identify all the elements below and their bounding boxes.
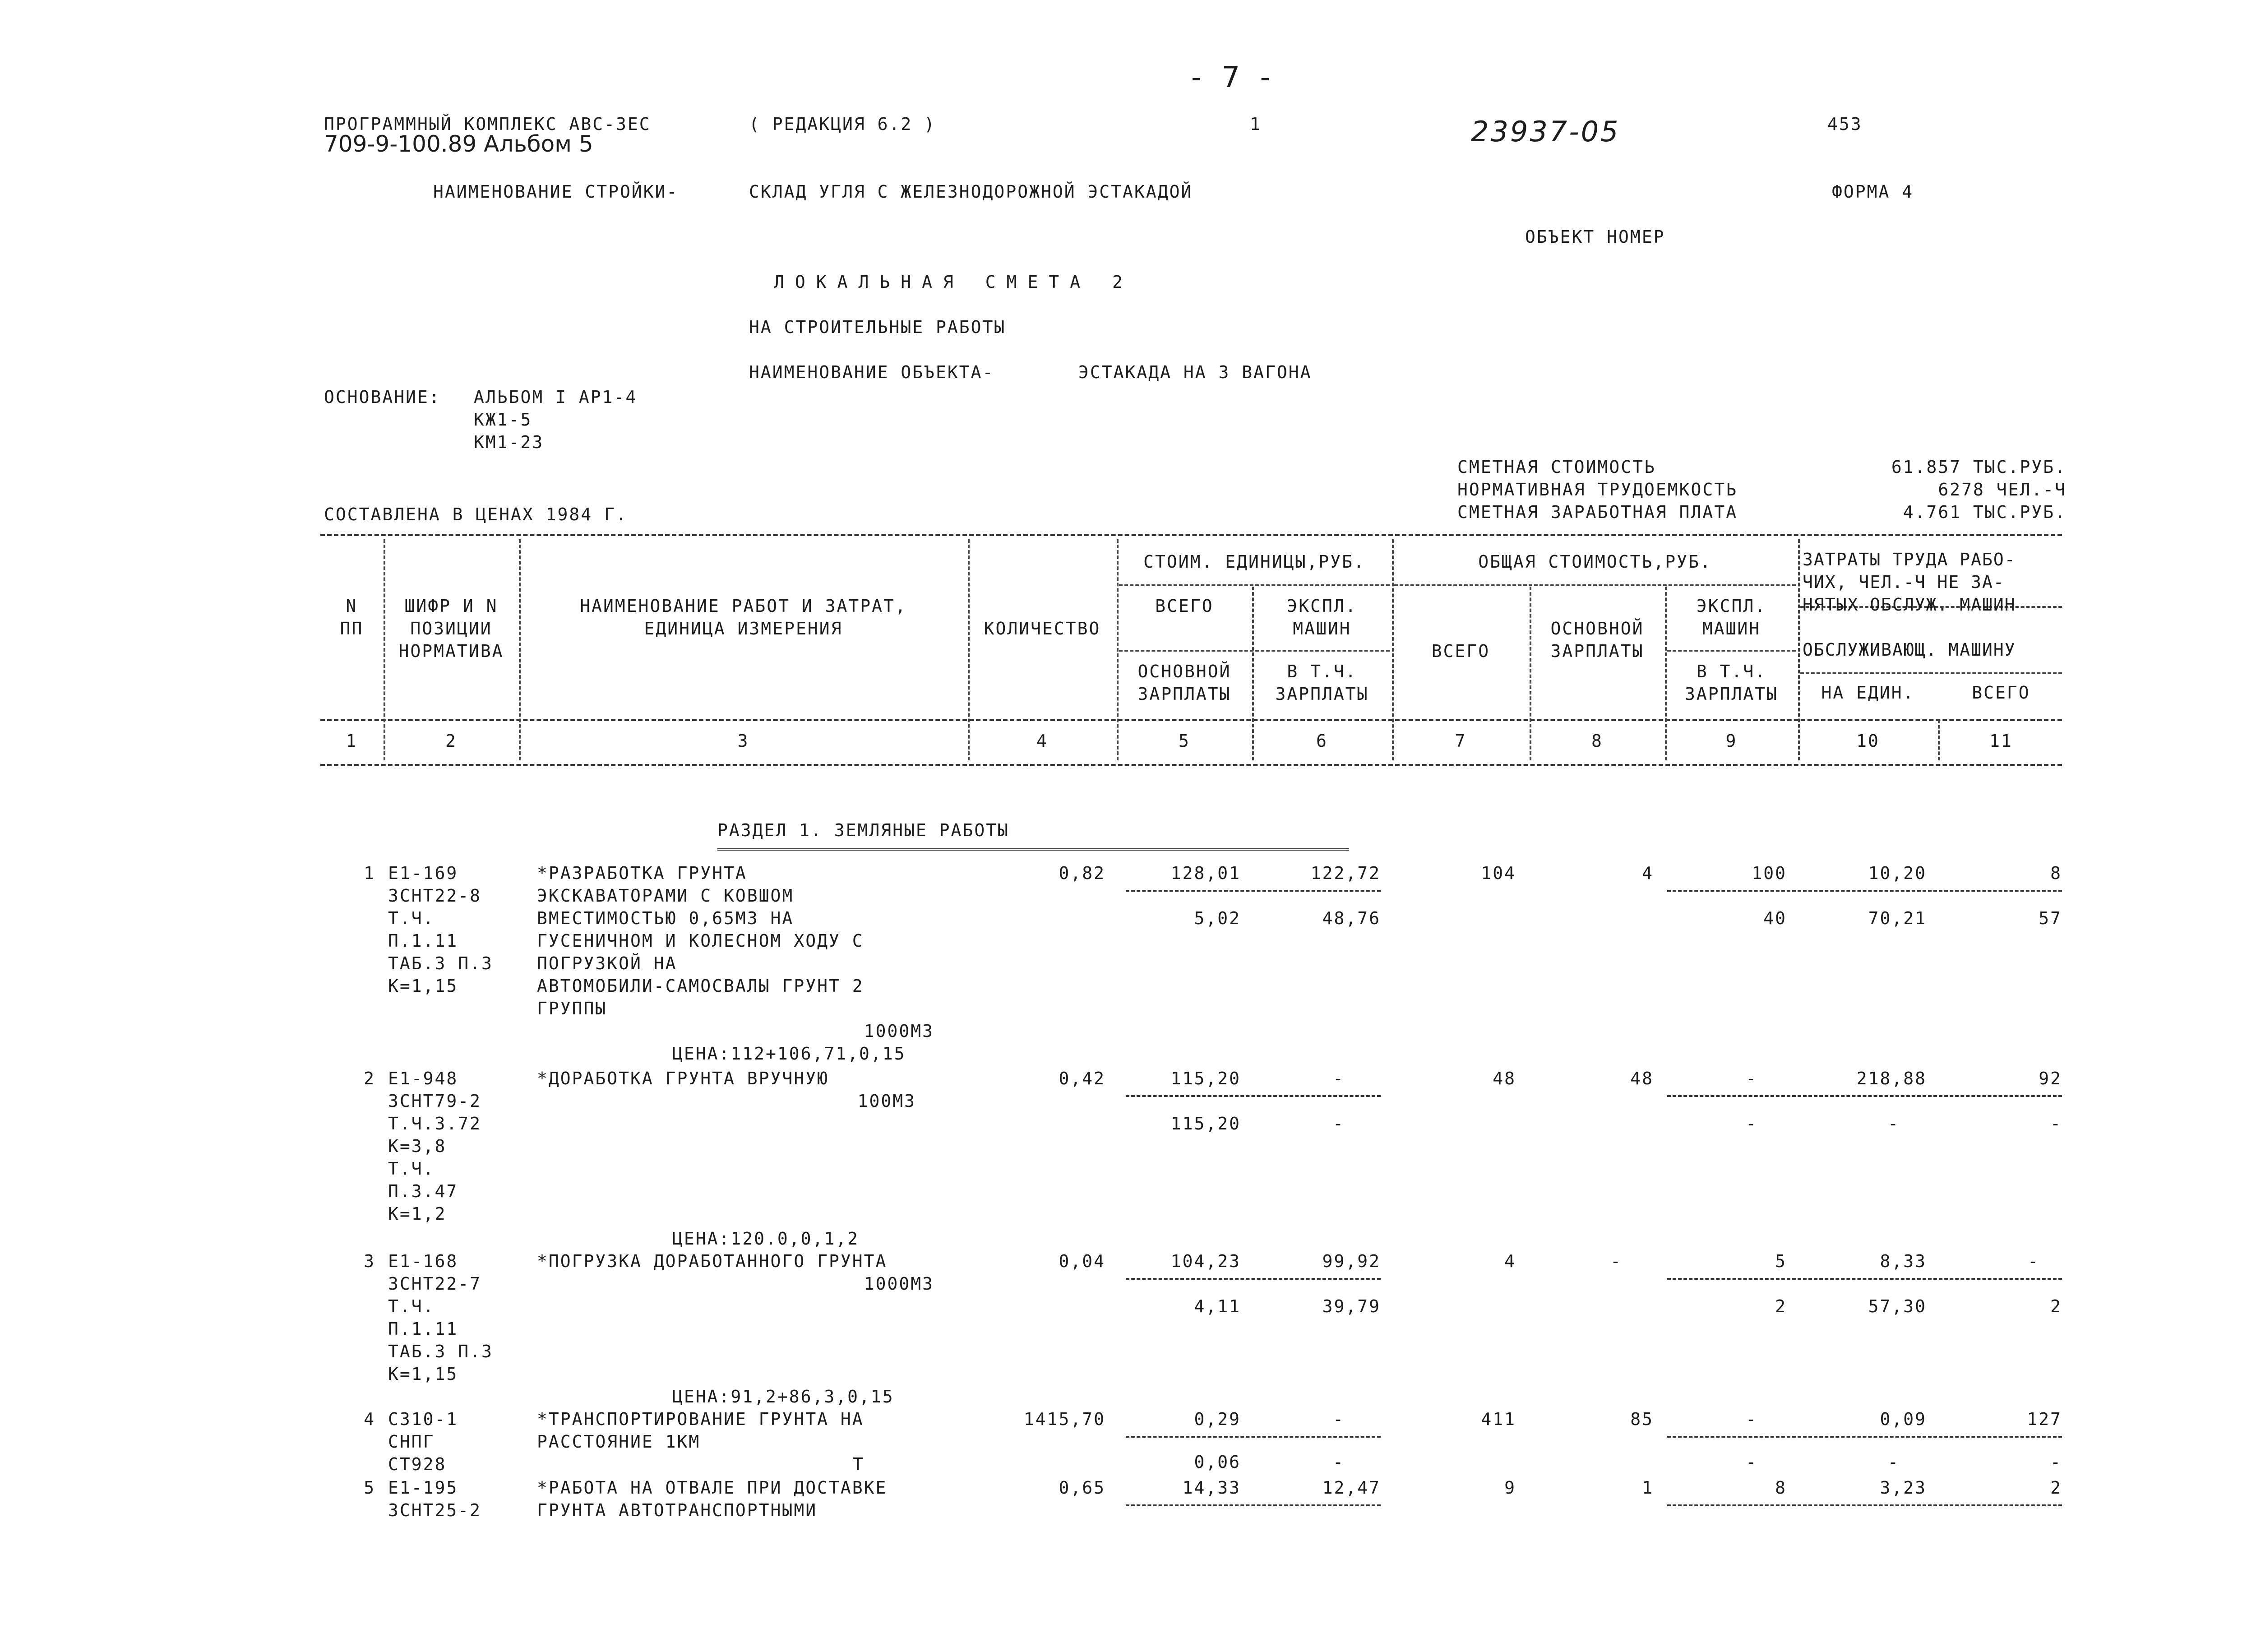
row-divider bbox=[1667, 1095, 2062, 1097]
summary-value-1: 61.857 ТЫС.РУБ. bbox=[1891, 457, 2066, 477]
row-price: ЦЕНА:120.0,0,1,2 bbox=[672, 1229, 860, 1249]
row-unit: 100М3 bbox=[857, 1091, 916, 1111]
row-unit-total: 0,29 bbox=[1194, 1409, 1241, 1429]
col-sep bbox=[968, 539, 970, 760]
row-unit-machines: 122,72 bbox=[1310, 863, 1381, 883]
basis-line-2: КЖ1-5 bbox=[474, 410, 532, 430]
row-labor-unit-machine: - bbox=[1888, 1114, 1900, 1134]
row-code: П.3.47 bbox=[388, 1181, 458, 1201]
subheader-rule bbox=[1667, 650, 1796, 652]
row-labor-unit: 8,33 bbox=[1880, 1251, 1927, 1271]
col-number: 6 bbox=[1316, 731, 1328, 751]
col-sep bbox=[1117, 539, 1119, 760]
header-bottom-rule bbox=[320, 719, 2062, 721]
col-header-2: ШИФР И N ПОЗИЦИИ НОРМАТИВА bbox=[398, 596, 504, 661]
subheader-rule bbox=[1119, 584, 1390, 586]
row-unit-machine-wage: - bbox=[1333, 1114, 1345, 1134]
row-code: К=1,15 bbox=[388, 1364, 458, 1384]
unit-cost-header: СТОИМ. ЕДИНИЦЫ,РУБ. bbox=[1143, 552, 1365, 572]
row-price: ЦЕНА:91,2+86,3,0,15 bbox=[672, 1387, 894, 1407]
row-labor-total-machine: - bbox=[2050, 1114, 2062, 1134]
col-number: 1 bbox=[346, 731, 358, 751]
row-unit-machines: - bbox=[1333, 1069, 1345, 1088]
summary-label-1: СМЕТНАЯ СТОИМОСТЬ bbox=[1457, 457, 1656, 477]
col-header-6a: ЭКСПЛ. МАШИН bbox=[1287, 596, 1357, 639]
row-code: СТ928 bbox=[388, 1454, 447, 1474]
summary-label-2: НОРМАТИВНАЯ ТРУДОЕМКОСТЬ bbox=[1457, 480, 1738, 500]
handwritten-code: 23937-05 bbox=[1471, 115, 1620, 148]
row-total-machines: - bbox=[1746, 1069, 1757, 1088]
row-total-wage: - bbox=[1610, 1251, 1622, 1271]
row-labor-total: 127 bbox=[2027, 1409, 2062, 1429]
sheet-number: 1 bbox=[1250, 114, 1262, 134]
col-sep bbox=[384, 539, 385, 760]
row-work-name: *РАБОТА НА ОТВАЛЕ ПРИ ДОСТАВКЕ bbox=[537, 1478, 888, 1498]
estimate-subtitle: НА СТРОИТЕЛЬНЫЕ РАБОТЫ bbox=[749, 317, 1006, 337]
col-number: 7 bbox=[1455, 731, 1467, 751]
row-labor-unit: 0,09 bbox=[1880, 1409, 1927, 1429]
row-work-name: ПОГРУЗКОЙ НА bbox=[537, 953, 677, 973]
row-number: 2 bbox=[364, 1069, 375, 1088]
row-code: ТАБ.3 П.3 bbox=[388, 1342, 493, 1361]
row-unit: Т bbox=[853, 1454, 864, 1474]
col-header-7: ВСЕГО bbox=[1431, 641, 1490, 661]
row-code: П.1.11 bbox=[388, 1319, 458, 1339]
col-sep bbox=[1252, 587, 1254, 760]
col-header-6b: В Т.Ч. ЗАРПЛАТЫ bbox=[1275, 662, 1369, 704]
page-number: - 7 - bbox=[1191, 61, 1276, 94]
basis-label: ОСНОВАНИЕ: bbox=[324, 387, 441, 407]
row-code: ТАБ.3 П.3 bbox=[388, 953, 493, 973]
row-labor-total-machine: 2 bbox=[2050, 1296, 2062, 1316]
row-divider bbox=[1126, 1436, 1381, 1438]
edition: ( РЕДАКЦИЯ 6.2 ) bbox=[749, 114, 936, 134]
col-sep bbox=[519, 539, 521, 760]
col-sep bbox=[1392, 539, 1394, 760]
row-total-wage: 48 bbox=[1630, 1069, 1654, 1088]
col-header-4: КОЛИЧЕСТВО bbox=[984, 619, 1101, 639]
row-unit-machines: 99,92 bbox=[1322, 1251, 1381, 1271]
row-unit-wage: 4,11 bbox=[1194, 1296, 1241, 1316]
row-divider bbox=[1667, 1278, 2062, 1280]
software-name: ПРОГРАММНЫЙ КОМПЛЕКС АВС-3ЕС bbox=[324, 114, 651, 134]
labor-header-2: ОБСЛУЖИВАЮЩ. МАШИНУ bbox=[1803, 640, 2016, 660]
row-unit-wage: 115,20 bbox=[1170, 1114, 1241, 1134]
row-labor-total: 2 bbox=[2050, 1478, 2062, 1498]
row-total: 411 bbox=[1481, 1409, 1516, 1429]
col-number: 11 bbox=[1989, 731, 2013, 751]
col-header-1: N ПП bbox=[340, 596, 364, 639]
page-code: 453 bbox=[1827, 114, 1863, 134]
row-quantity: 0,82 bbox=[1059, 863, 1105, 883]
row-total-wage: 85 bbox=[1630, 1409, 1654, 1429]
col-header-9b: В Т.Ч. ЗАРПЛАТЫ bbox=[1684, 662, 1779, 704]
row-number: 1 bbox=[364, 863, 375, 883]
row-unit-machine-wage: - bbox=[1333, 1452, 1345, 1472]
col-header-3: НАИМЕНОВАНИЕ РАБОТ И ЗАТРАТ, ЕДИНИЦА ИЗМЕРЕНИЯ bbox=[580, 596, 907, 639]
col-number: 8 bbox=[1591, 731, 1603, 751]
row-work-name: ГРУНТА АВТОТРАНСПОРТНЫМИ bbox=[537, 1500, 818, 1520]
row-work-name: ВМЕСТИМОСТЬЮ 0,65М3 НА bbox=[537, 908, 794, 928]
row-labor-total: 92 bbox=[2039, 1069, 2062, 1088]
object-label: НАИМЕНОВАНИЕ ОБЪЕКТА- bbox=[749, 362, 994, 382]
construction-label: НАИМЕНОВАНИЕ СТРОЙКИ- bbox=[433, 182, 679, 202]
row-code: Е1-168 bbox=[388, 1251, 458, 1271]
row-code: Т.Ч. bbox=[388, 1296, 435, 1316]
col-number: 10 bbox=[1856, 731, 1880, 751]
row-unit-total: 14,33 bbox=[1182, 1478, 1241, 1498]
subheader-rule bbox=[1119, 650, 1390, 652]
row-total-machines: 8 bbox=[1775, 1478, 1787, 1498]
subheader-rule bbox=[1800, 672, 2062, 674]
col-header-5a: ВСЕГО bbox=[1155, 596, 1214, 616]
col-header-5b: ОСНОВНОЙ ЗАРПЛАТЫ bbox=[1137, 662, 1231, 704]
col-header-9a: ЭКСПЛ. МАШИН bbox=[1696, 596, 1767, 639]
object-number: ОБЪЕКТ НОМЕР bbox=[1525, 227, 1665, 247]
row-unit-machines: - bbox=[1333, 1409, 1345, 1429]
col-number: 3 bbox=[737, 731, 749, 751]
row-code: П.1.11 bbox=[388, 931, 458, 951]
row-divider bbox=[1667, 890, 2062, 892]
row-total: 4 bbox=[1504, 1251, 1516, 1271]
summary-value-3: 4.761 ТЫС.РУБ. bbox=[1903, 502, 2066, 522]
row-divider bbox=[1126, 1095, 1381, 1097]
row-total-machine-wage: 40 bbox=[1763, 908, 1787, 928]
row-code: К=1,15 bbox=[388, 976, 458, 996]
subheader-rule bbox=[1394, 584, 1796, 586]
col-number: 5 bbox=[1179, 731, 1190, 751]
row-quantity: 0,42 bbox=[1059, 1069, 1105, 1088]
row-total-machine-wage: - bbox=[1746, 1114, 1757, 1134]
col-sep bbox=[1665, 587, 1667, 760]
row-code: Е1-169 bbox=[388, 863, 458, 883]
prices-note: СОСТАВЛЕНА В ЦЕНАХ 1984 Г. bbox=[324, 504, 628, 524]
basis-line-1: АЛЬБОМ I АР1-4 bbox=[474, 387, 638, 407]
row-labor-unit: 10,20 bbox=[1868, 863, 1927, 883]
row-total: 48 bbox=[1493, 1069, 1516, 1088]
row-labor-unit-machine: 57,30 bbox=[1868, 1296, 1927, 1316]
row-unit-machine-wage: 39,79 bbox=[1322, 1296, 1381, 1316]
row-total-machine-wage: 2 bbox=[1775, 1296, 1787, 1316]
row-work-name: РАССТОЯНИЕ 1КМ bbox=[537, 1432, 701, 1452]
section-title: РАЗДЕЛ 1. ЗЕМЛЯНЫЕ РАБОТЫ bbox=[717, 820, 1009, 840]
row-code: Е1-195 bbox=[388, 1478, 458, 1498]
row-code: С310-1 bbox=[388, 1409, 458, 1429]
row-total-wage: 4 bbox=[1642, 863, 1654, 883]
row-labor-total: - bbox=[2028, 1251, 2039, 1271]
labor-header: ЗАТРАТЫ ТРУДА РАБО- ЧИХ, ЧЕЛ.-Ч НЕ ЗА- НЯТЫХ ОБСЛУЖ. МАШИН bbox=[1803, 550, 2016, 615]
row-work-name: ГРУППЫ bbox=[537, 999, 607, 1018]
col-number: 2 bbox=[445, 731, 457, 751]
row-divider bbox=[1126, 1278, 1381, 1280]
row-unit-machines: 12,47 bbox=[1322, 1478, 1381, 1498]
row-price: ЦЕНА:112+106,71,0,15 bbox=[672, 1044, 906, 1064]
construction-name: СКЛАД УГЛЯ С ЖЕЛЕЗНОДОРОЖНОЙ ЭСТАКАДОЙ bbox=[749, 182, 1193, 202]
row-work-name: АВТОМОБИЛИ-САМОСВАЛЫ ГРУНТ 2 bbox=[537, 976, 864, 996]
row-work-name: ГУСЕНИЧНОМ И КОЛЕСНОМ ХОДУ С bbox=[537, 931, 864, 951]
estimate-title: ЛОКАЛЬНАЯ СМЕТА 2 bbox=[774, 272, 1133, 292]
object-name: ЭСТАКАДА НА 3 ВАГОНА bbox=[1078, 362, 1312, 382]
row-unit-total: 128,01 bbox=[1170, 863, 1241, 883]
row-work-name: *ТРАНСПОРТИРОВАНИЕ ГРУНТА НА bbox=[537, 1409, 864, 1429]
row-unit-total: 115,20 bbox=[1170, 1069, 1241, 1088]
row-labor-total-machine: 57 bbox=[2039, 908, 2062, 928]
row-unit-wage: 0,06 bbox=[1194, 1452, 1241, 1472]
row-total-machines: 5 bbox=[1775, 1251, 1787, 1271]
numbers-bottom-rule bbox=[320, 764, 2062, 766]
row-code: Т.Ч.3.72 bbox=[388, 1114, 482, 1134]
row-code: ЗСНТ22-8 bbox=[388, 886, 482, 906]
row-total: 104 bbox=[1481, 863, 1516, 883]
row-code: ЗСНТ79-2 bbox=[388, 1091, 482, 1111]
row-labor-total: 8 bbox=[2050, 863, 2062, 883]
row-labor-unit-machine: 70,21 bbox=[1868, 908, 1927, 928]
col-header-11: ВСЕГО bbox=[1972, 683, 2030, 703]
row-total-wage: 1 bbox=[1642, 1478, 1654, 1498]
project-code: 709-9-100.89 Альбом 5 bbox=[324, 131, 593, 157]
col-sep bbox=[1798, 539, 1800, 760]
row-unit-total: 104,23 bbox=[1170, 1251, 1241, 1271]
row-divider bbox=[1126, 890, 1381, 892]
col-number: 9 bbox=[1725, 731, 1738, 751]
row-total-machines: - bbox=[1746, 1409, 1757, 1429]
row-quantity: 0,65 bbox=[1059, 1478, 1105, 1498]
col-header-10: НА ЕДИН. bbox=[1821, 683, 1915, 703]
row-number: 3 bbox=[364, 1251, 375, 1271]
col-sep bbox=[1530, 587, 1531, 760]
row-total-machines: 100 bbox=[1752, 863, 1787, 883]
row-code: Т.Ч. bbox=[388, 908, 435, 928]
row-labor-unit: 3,23 bbox=[1880, 1478, 1927, 1498]
row-unit: 1000М3 bbox=[864, 1021, 934, 1041]
basis-line-3: КМ1-23 bbox=[474, 432, 544, 452]
row-divider bbox=[1126, 1504, 1381, 1506]
row-labor-total-machine: - bbox=[2050, 1452, 2062, 1472]
row-quantity: 1415,70 bbox=[1023, 1409, 1105, 1429]
section-underline bbox=[717, 848, 1349, 851]
row-total-machine-wage: - bbox=[1746, 1452, 1757, 1472]
row-code: Т.Ч. bbox=[388, 1159, 435, 1179]
form-number: ФОРМА 4 bbox=[1832, 182, 1914, 202]
row-work-name: *ДОРАБОТКА ГРУНТА ВРУЧНУЮ bbox=[537, 1069, 829, 1088]
row-unit: 1000М3 bbox=[864, 1274, 934, 1294]
col-number: 4 bbox=[1036, 731, 1048, 751]
row-work-name: ЭКСКАВАТОРАМИ С КОВШОМ bbox=[537, 886, 794, 906]
row-number: 5 bbox=[364, 1478, 375, 1498]
row-labor-unit-machine: - bbox=[1888, 1452, 1900, 1472]
row-divider bbox=[1667, 1436, 2062, 1438]
row-code: Е1-948 bbox=[388, 1069, 458, 1088]
summary-label-3: СМЕТНАЯ ЗАРАБОТНАЯ ПЛАТА bbox=[1457, 502, 1738, 522]
row-work-name: *РАЗРАБОТКА ГРУНТА bbox=[537, 863, 747, 883]
row-code: К=1,2 bbox=[388, 1204, 447, 1224]
row-unit-machine-wage: 48,76 bbox=[1322, 908, 1381, 928]
total-cost-header: ОБЩАЯ СТОИМОСТЬ,РУБ. bbox=[1478, 552, 1712, 572]
row-code: ЗСНТ25-2 bbox=[388, 1500, 482, 1520]
row-total: 9 bbox=[1504, 1478, 1516, 1498]
row-divider bbox=[1667, 1504, 2062, 1506]
row-code: К=3,8 bbox=[388, 1136, 447, 1156]
row-code: СНПГ bbox=[388, 1432, 435, 1452]
row-code: ЗСНТ22-7 bbox=[388, 1274, 482, 1294]
col-header-8: ОСНОВНОЙ ЗАРПЛАТЫ bbox=[1550, 619, 1644, 661]
row-quantity: 0,04 bbox=[1059, 1251, 1105, 1271]
row-unit-wage: 5,02 bbox=[1194, 908, 1241, 928]
table-top-rule bbox=[320, 534, 2062, 536]
summary-value-2: 6278 ЧЕЛ.-Ч bbox=[1938, 480, 2066, 500]
row-work-name: *ПОГРУЗКА ДОРАБОТАННОГО ГРУНТА bbox=[537, 1251, 888, 1271]
row-labor-unit: 218,88 bbox=[1856, 1069, 1927, 1088]
row-number: 4 bbox=[364, 1409, 375, 1429]
col-sep bbox=[1938, 720, 1940, 760]
